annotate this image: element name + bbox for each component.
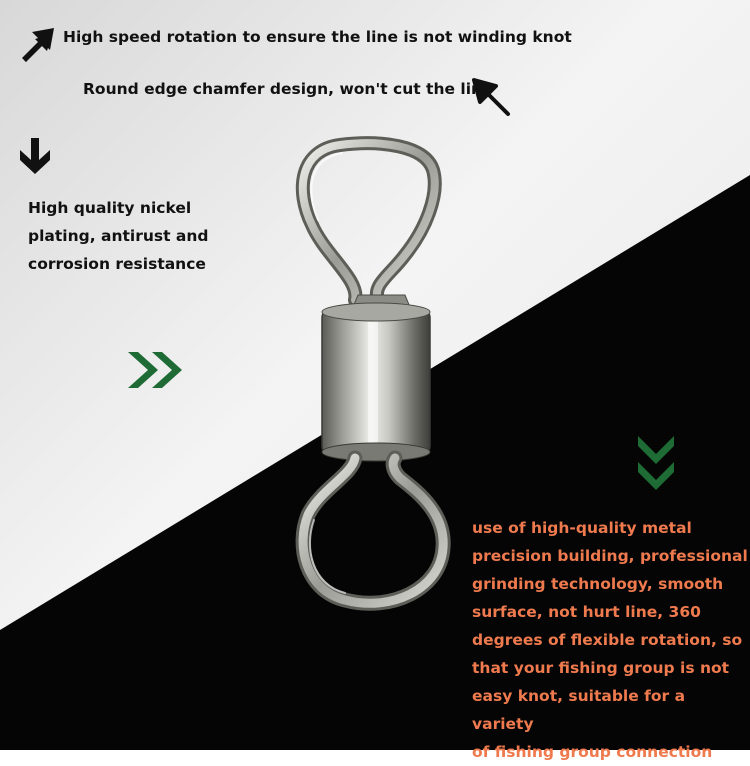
- plating-line-3: corrosion resistance: [28, 255, 206, 273]
- callout-round-edge-chamfer: Round edge chamfer design, won't cut the line: [83, 80, 493, 98]
- description-line-5: degrees of flexible rotation, so: [472, 631, 743, 649]
- callout-high-speed-rotation: High speed rotation to ensure the line is not winding knot: [63, 28, 572, 46]
- description-line-1: use of high-quality metal: [472, 519, 692, 537]
- description-line-3: grinding technology, smooth: [472, 575, 724, 593]
- description-line-4: surface, not hurt line, 360: [472, 603, 701, 621]
- description-line-2: precision building, professional: [472, 547, 748, 565]
- swivel-barrel: [322, 303, 430, 461]
- description-line-6: that your fishing group is not: [472, 659, 730, 677]
- plating-line-1: High quality nickel: [28, 199, 192, 217]
- plating-line-2: plating, antirust and: [28, 227, 209, 245]
- product-description: [472, 514, 750, 766]
- callout-nickel-plating: [28, 194, 209, 278]
- description-line-7: easy knot, suitable for a variety: [472, 687, 686, 733]
- description-line-8: of fishing group connection: [472, 743, 713, 761]
